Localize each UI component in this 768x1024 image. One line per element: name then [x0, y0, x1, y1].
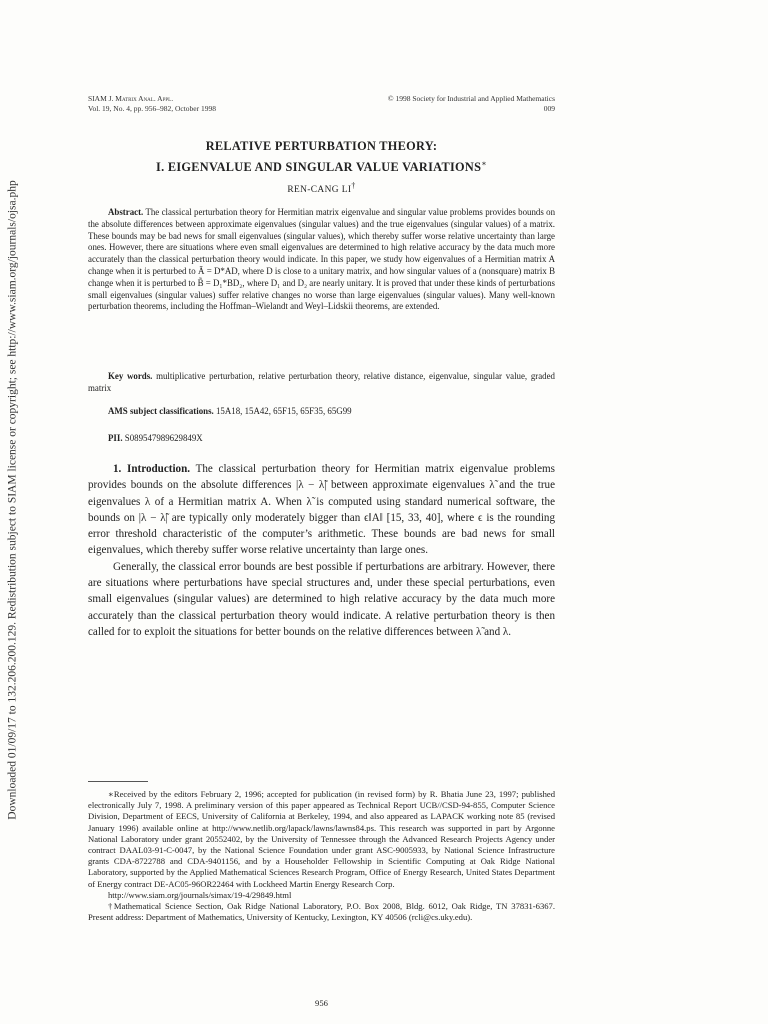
journal-name: SIAM J. Matrix Anal. Appl. [88, 94, 174, 103]
title-footnote-mark: ∗ [481, 159, 487, 168]
page-number: 956 [315, 998, 328, 1008]
section-heading: 1. Introduction. [113, 463, 191, 475]
footnote-received: ∗Received by the editors February 2, 1996; accepted for publication (in revised form) by R. Bhatia June 23, 1997; published electronically July 7, 1998. A preliminary version of this paper appeared as Technical Report UCB//CSD-94-855, Computer Science Division, Department of EECS, University of California at Berkeley, 1994, and also appeared as LAPACK working note 85 (revised January 1996) available online at http://www.netlib.org/lapack/lawns/lawns84.ps. This research was supported in part by Argonne National Laboratory under grant 20552402, by the University of Tennessee through the Advanced Research Projects Agency under contract DAAL03-91-C-0047, by the National Science Foundation under grant ASC-9005933, by National Science Infrastructure grants CDA-8722788 and CDA-9401156, and by a Householder Fellowship in Scientific Computing at Oak Ridge National Laboratory, supported by the Applied Mathematical Sciences Research Program, Office of Energy Research, United States Department of Energy contract DE-AC05-96OR22464 with Lockheed Martin Energy Research Corp. [88, 789, 555, 889]
abstract-label: Abstract. [108, 207, 144, 217]
title-line-1: RELATIVE PERTURBATION THEORY: [205, 139, 438, 153]
copyright-header [388, 94, 555, 114]
intro-paragraph-2: Generally, the classical error bounds are best possible if perturbations are arbitrary. However, there are situations where perturbations have special structures and, under these special perturbations, even small eigenvalues (singular values) are determined to high relative accuracy by the data much more accurately than the classical perturbation theory would indicate. A relative perturbation theory is then called for to exploit the situations for better bounds on the relative differences between λ̃ and λ. [88, 560, 555, 638]
author-footnote-mark: † [351, 181, 356, 190]
pii-label: PII. [108, 433, 123, 443]
ams-label: AMS subject classifications. [108, 406, 214, 416]
copyright-line: © 1998 Society for Industrial and Applied Mathematics [387, 94, 555, 103]
pii [108, 433, 203, 443]
download-stamp-text: Downloaded 01/09/17 to 132.206.200.129. Redistribution subject to SIAM license or copyright; see http://www.siam.org/journals/ojsa.php [7, 180, 19, 820]
abstract [88, 207, 555, 313]
ams-text: 15A18, 15A42, 65F15, 65F35, 65G99 [215, 406, 352, 416]
pii-text: S089547989629849X [124, 433, 203, 443]
volume-line: Vol. 19, No. 4, pp. 956–982, October 1998 [88, 104, 216, 113]
ams-classifications [108, 406, 352, 416]
keywords [88, 371, 555, 395]
article-number: 009 [543, 104, 555, 113]
download-stamp [2, 120, 24, 880]
author-line [88, 181, 555, 195]
title-line-2-text: I. EIGENVALUE AND SINGULAR VALUE VARIATIONS [156, 160, 482, 175]
footnote-url: http://www.siam.org/journals/simax/19-4/29849.html [108, 889, 292, 900]
journal-header [88, 94, 216, 114]
footnotes [88, 789, 555, 923]
keywords-text: multiplicative perturbation, relative perturbation theory, relative distance, eigenvalue, singular value, graded matrix [88, 371, 555, 393]
author-name: REN-CANG LI [287, 185, 352, 196]
introduction-section [88, 461, 555, 640]
footnote-affiliation: †Mathematical Science Section, Oak Ridge National Laboratory, P.O. Box 2008, Bldg. 6012, Oak Ridge, TN 37831-6367. Present address: Department of Mathematics, University of Kentucky, Lexington, KY 40506 (rcli@cs.uky.edu). [88, 901, 555, 923]
keywords-label: Key words. [108, 371, 153, 381]
paper-title [88, 138, 555, 176]
intro-paragraph-1-text: The classical perturbation theory for Hermitian matrix eigenvalue problems provides bounds on the absolute differences |λ − λ̃| between approximate eigenvalues λ̃ and the true eigenvalues λ of a Hermitian matrix A. When λ̃ is computed using standard numerical software, the bounds on |λ − λ̃| are typically only moderately bigger than ϵ‖A‖ [15, 33, 40], where ϵ is the rounding error threshold characteristic of the computer’s arithmetic. These bounds are bad news for small eigenvalues, which thereby suffer worse relative uncertainty than large ones. [88, 463, 556, 557]
abstract-text: The classical perturbation theory for Hermitian matrix eigenvalue and singular value problems provides bounds on the absolute differences between approximate eigenvalues (singular values) and the true eigenvalues (singular values) of a matrix. These bounds may be bad news for small eigenvalues (singular values), which thereby suffer worse relative uncertainty than large ones. However, there are situations where even small eigenvalues are determined to high relative accuracy by the data much more accurately than the classical perturbation theory would indicate. In this paper, we study how eigenvalues of a Hermitian matrix A change when it is perturbed to Ã = D*AD, where D is close to a unitary matrix, and how singular values of a (nonsquare) matrix B change when it is perturbed to B̃ = D₁*BD₂, where D₁ and D₂ are nearly unitary. It is proved that under these kinds of perturbations small eigenvalues (singular values) suffer relative changes no worse than large eigenvalues (singular values). Many well-known perturbation theorems, including the Hoffman–Wielandt and Weyl–Lidskii theorems, are extended. [88, 207, 556, 312]
title-line-2 [88, 155, 555, 176]
intro-paragraph-1 [88, 461, 555, 559]
footnote-rule [88, 781, 148, 782]
